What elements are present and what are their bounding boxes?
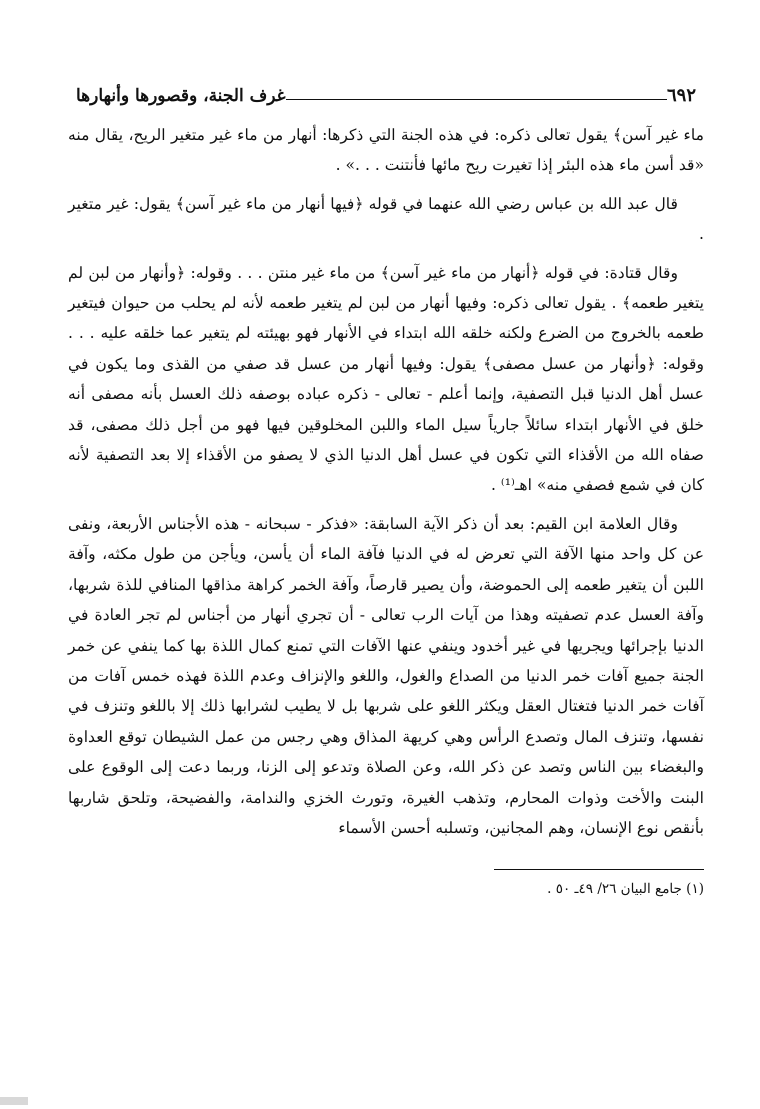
scan-edge-mark [0,1097,28,1105]
paragraph-4: وقال العلامة ابن القيم: بعد أن ذكر الآية السابقة: «فذكر - سبحانه - هذه الأجناس الأربعة، ونفى عن كل واحد منها الآفة التي تعرض له في الدنيا فآفة الماء أن يأسن، ويأجن من طول مكثه، وآفة اللبن أن يتغير طعمه إلى الحموضة، وأن يصير قارصاً، وآفة الخمر كراهة مذاقها المنافي للذة شربها، وآفة العسل عدم تصفيته وهذا من آيات الرب تعالى - أن تجري أنهار من أجناس لم تجر العادة في الدنيا بإجرائها ويجريها في غير أخدود وينفي عنها الآفات التي تمنع كمال اللذة بها كما ينفي عن خمر الجنة جميع آفات خمر الدنيا من الصداع والغول، واللغو والإنزاف وعدم اللذة فهذه خمس آفات من آفات خمر الدنيا فتغتال العقل ويكثر اللغو على شربها بل لا يطيب لشرابها ذلك إلا باللغو وتنزف في نفسها، وتنزف المال وتصدع الرأس وهي كريهة المذاق وهي رجس من عمل الشيطان توقع العداوة والبغضاء بين الناس وتصد عن ذكر الله، وعن الصلاة وتدعو إلى الزنا، وربما دعت إلى الوقوع على البنت والأخت وذوات المحارم، وتذهب الغيرة، وتورث الخزي والندامة، والفضيحة، وتلحق شاربها بأنقص نوع الإنسان، وهم المجانين، وتسلبه أحسن الأسماء [68,514,704,837]
paragraph-2: قال عبد الله بن عباس رضي الله عنهما في قوله ﴿فيها أنهار من ماء غير آسن﴾ يقول: غير متغير . [68,194,704,244]
paragraph-1: ماء غير آسن﴾ يقول تعالى ذكره: في هذه الجنة التي ذكرها: أنهار من ماء غير متغير الريح، يقال منه «قد أسن ماء هذه البئر إذا تغيرت ريح مائها فأنتنت . . .» . [68,126,704,175]
body-text [68,120,704,843]
footnote: (١) جامع البيان ٢٦/ ٤٩ـ ٥٠ . [547,881,704,898]
page-number: ٦٩٢ [666,85,696,106]
running-header [68,80,704,106]
header-rule [286,99,667,100]
chapter-title: غرف الجنة، وقصورها وأنهارها [76,86,286,106]
paragraph-3: وقال قتادة: في قوله ﴿أنهار من ماء غير آسن﴾ من ماء غير منتن . . . وقوله: ﴿وأنهار من لبن لم يتغير طعمه﴾ . يقول تعالى ذكره: وفيها أنهار من لبن لم يتغير طعمه لأنه لم يحلب من حيوان فيتغير طعمه بالخروج من الضرع ولكنه خلقه الله ابتداء في الأنهار فهو بهيئته لم يتغير عما خلقه عليه . . . وقوله: ﴿وأنهار من عسل مصفى﴾ يقول: وفيها أنهار من عسل قد صفي من القذى وما يكون في عسل أهل الدنيا قبل التصفية، وإنما أعلم - تعالى - ذكره عباده بوصفه ذلك العسل بأنه مصفى أنه خلق في الأنهار ابتداء سائلاً جارياً سيل الماء واللبن المخلوقين فيها فهو من أجل ذلك مصفى، قد صفاه الله من الأقذاء التي تكون في عسل أهل الدنيا الذي لا يصفو من الأقذاء إلا بعد التصفية لأنه كان في شمع فصفي منه» اهـ⁽¹⁾ . [68,263,704,495]
book-page [68,80,704,900]
footnote-separator [494,869,704,870]
